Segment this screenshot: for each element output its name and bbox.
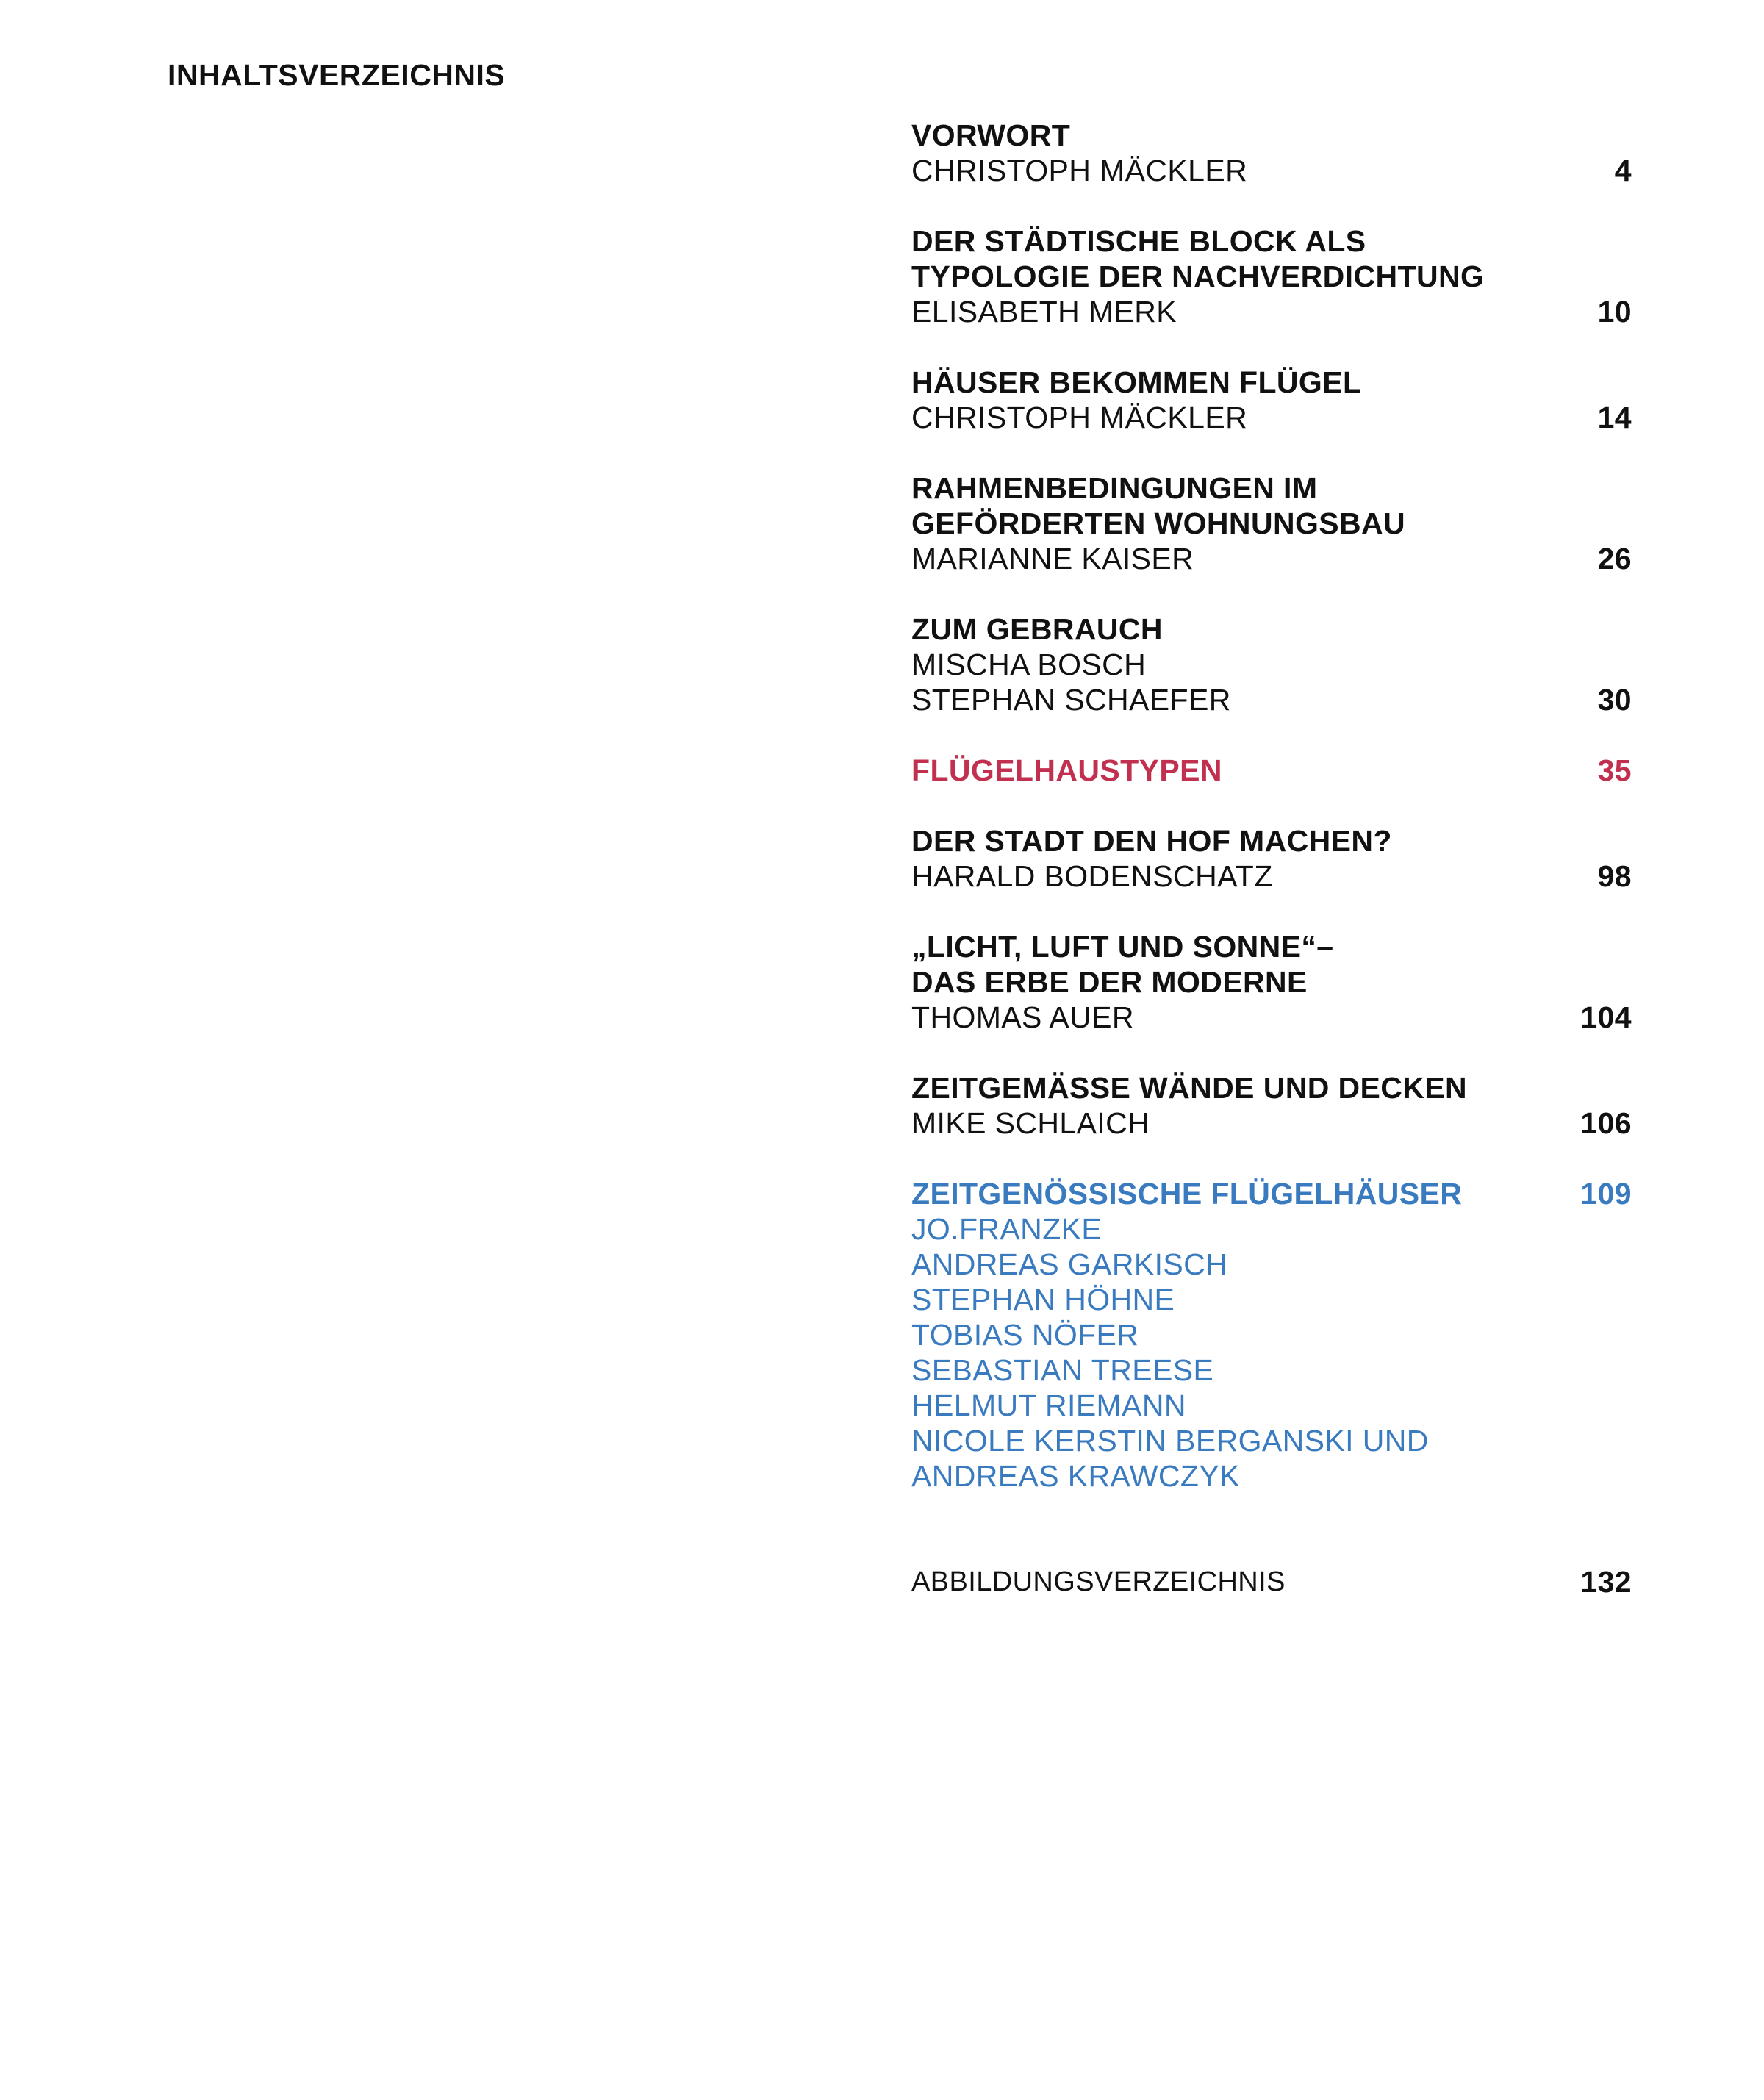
entry-author: ELISABETH MERK	[911, 295, 1177, 329]
toc-entry-fluegelhaustypen[interactable]	[911, 753, 1632, 788]
entry-title: DER STADT DEN HOF MACHEN?	[911, 824, 1392, 858]
entry-title: ABBILDUNGSVERZEICHNIS	[911, 1566, 1286, 1597]
entry-title: ZUM GEBRAUCH	[911, 612, 1163, 646]
entry-title: ZEITGENÖSSISCHE FLÜGELHÄUSER	[911, 1177, 1463, 1211]
toc-entry-staedtische-block[interactable]	[911, 223, 1632, 329]
entry-author: MISCHA BOSCH	[911, 648, 1147, 681]
entry-page-number: 10	[1597, 295, 1632, 329]
entry-author: TOBIAS NÖFER	[911, 1318, 1139, 1352]
entry-page-number: 109	[1580, 1177, 1632, 1211]
entry-title: FLÜGELHAUSTYPEN	[911, 753, 1222, 787]
entry-author: SEBASTIAN TREESE	[911, 1353, 1214, 1387]
page-heading: INHALTSVERZEICHNIS	[168, 58, 506, 92]
toc-entry-vorwort[interactable]	[911, 118, 1632, 188]
toc-entry-stadt-hof[interactable]	[911, 823, 1632, 894]
entry-author: MARIANNE KAISER	[911, 542, 1194, 576]
toc-entry-zeitgenoessische-fluegelhaeuser[interactable]	[911, 1176, 1632, 1494]
entry-author: ANDREAS KRAWCZYK	[911, 1459, 1240, 1493]
entry-author: THOMAS AUER	[911, 1000, 1134, 1034]
entry-author: JO.FRANZKE	[911, 1212, 1102, 1246]
toc-entry-abbildungsverzeichnis[interactable]	[911, 1564, 1632, 1599]
entry-author: ANDREAS GARKISCH	[911, 1247, 1228, 1281]
toc-entry-zum-gebrauch[interactable]	[911, 612, 1632, 717]
entry-author: NICOLE KERSTIN BERGANSKI UND	[911, 1424, 1429, 1458]
entry-page-number: 26	[1597, 542, 1632, 576]
entry-title: „LICHT, LUFT UND SONNE“–	[911, 930, 1334, 964]
entry-page-number: 106	[1580, 1106, 1632, 1140]
entry-title: ZEITGEMÄSSE WÄNDE UND DECKEN	[911, 1071, 1468, 1105]
entry-page-number: 132	[1580, 1565, 1632, 1599]
toc-entry-licht-luft-sonne[interactable]	[911, 929, 1632, 1035]
entry-author: HARALD BODENSCHATZ	[911, 859, 1273, 893]
entry-author: MIKE SCHLAICH	[911, 1106, 1150, 1140]
entry-author: CHRISTOPH MÄCKLER	[911, 401, 1248, 434]
entry-page-number: 30	[1597, 683, 1632, 717]
entry-page-number: 14	[1597, 401, 1632, 434]
entry-author: HELMUT RIEMANN	[911, 1388, 1186, 1422]
toc-entry-haeuser-fluegel[interactable]	[911, 365, 1632, 435]
entry-title: TYPOLOGIE DER NACHVERDICHTUNG	[911, 259, 1485, 293]
entry-title: RAHMENBEDINGUNGEN IM	[911, 471, 1318, 505]
entry-author: CHRISTOPH MÄCKLER	[911, 154, 1248, 187]
entry-title: GEFÖRDERTEN WOHNUNGSBAU	[911, 506, 1406, 540]
entry-page-number: 98	[1597, 859, 1632, 893]
entry-page-number: 104	[1580, 1000, 1632, 1034]
toc-entry-rahmenbedingungen[interactable]	[911, 470, 1632, 576]
entry-title: HÄUSER BEKOMMEN FLÜGEL	[911, 365, 1362, 399]
toc-entry-zeitgemaesse-waende[interactable]	[911, 1070, 1632, 1141]
table-of-contents	[911, 118, 1632, 1599]
entry-title: VORWORT	[911, 118, 1071, 152]
entry-page-number: 35	[1597, 753, 1632, 787]
entry-author: STEPHAN HÖHNE	[911, 1283, 1175, 1316]
entry-author: STEPHAN SCHAEFER	[911, 683, 1231, 717]
entry-title: DAS ERBE DER MODERNE	[911, 965, 1308, 999]
entry-title: DER STÄDTISCHE BLOCK ALS	[911, 224, 1366, 258]
entry-page-number: 4	[1614, 154, 1632, 187]
